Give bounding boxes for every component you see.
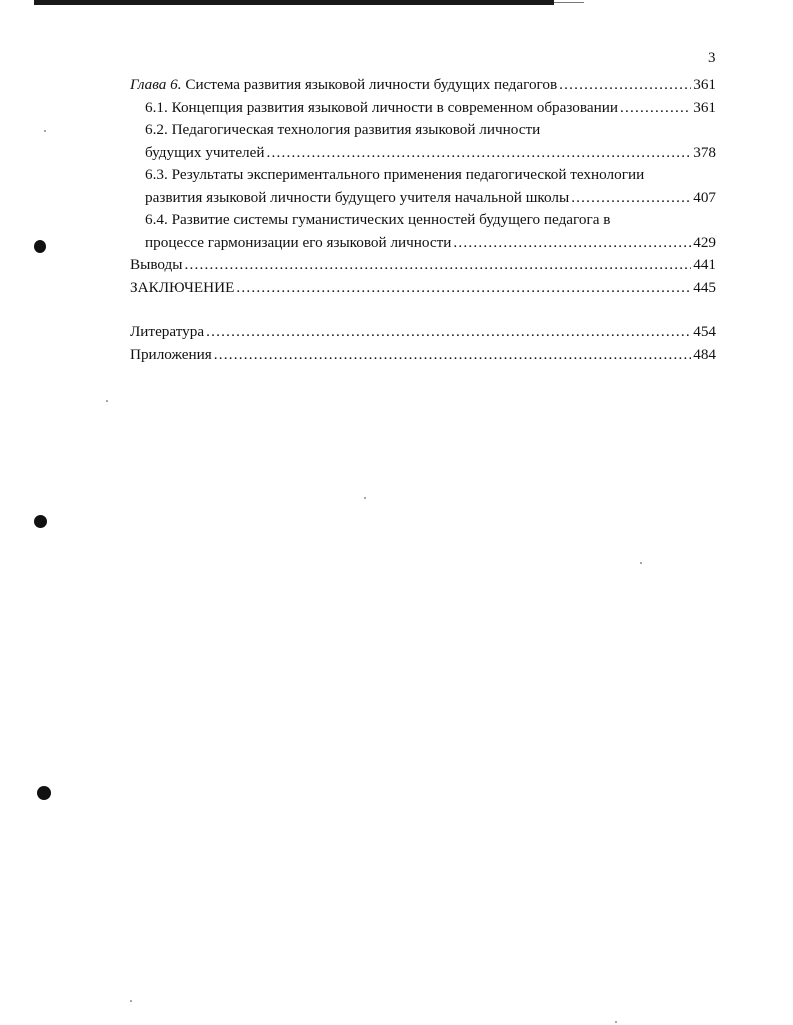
toc-page-number: 429 [693,233,716,251]
scan-speck [615,1021,617,1023]
toc-entry-6-3 [130,187,716,210]
scan-speck [364,497,366,499]
toc-page-number: 454 [693,323,716,340]
toc-page-number: 441 [693,256,716,273]
scan-top-rule [34,0,554,5]
punch-hole-mark-middle [34,515,47,528]
toc-entry-title: ЗАКЛЮЧЕНИЕ [130,278,235,296]
toc-entry-6-4-line1: 6.4. Развитие системы гуманистических ценностей будущего педагога в [145,211,611,228]
toc-page-number: 484 [693,345,716,363]
toc-entry-title: Литература [130,323,205,340]
toc-page-number: 361 [693,98,716,116]
toc-page-number: 445 [693,278,716,296]
toc-entry-6-3-line1: 6.3. Результаты экспериментального применения педагогической технологии [145,166,645,183]
toc-entry-appendices [130,344,716,367]
toc-entry-6-2-line1: 6.2. Педагогическая технология развития языковой личности [145,121,541,138]
toc-entry-chapter-6 [130,74,716,97]
toc-page-number: 361 [693,76,716,93]
toc-entry-6-1 [130,97,716,120]
scan-speck [106,400,108,402]
toc-page-number: 378 [693,143,716,161]
toc-entry-title: Приложения [130,345,212,363]
dot-leader [267,142,692,165]
toc-entry-literature [130,321,716,344]
scan-speck [130,1000,132,1002]
chapter-label: Глава 6. [130,76,182,93]
toc-entry-6-2 [130,142,716,165]
toc-spacer [130,299,716,321]
scan-speck [44,130,46,132]
punch-hole-mark-bottom [37,786,51,800]
toc-entry-title: развития языковой личности будущего учителя начальной школы [145,188,570,206]
dot-leader [214,344,691,367]
dot-leader [571,187,691,210]
page-number: 3 [708,50,716,66]
chapter-title: Система развития языковой личности будущих педагогов [181,76,558,93]
scan-top-rule-tail [554,2,584,3]
scan-speck [640,562,642,564]
toc-entry-title: будущих учителей [145,143,265,161]
dot-leader [185,254,692,277]
dot-leader [453,232,691,255]
toc-entry-conclusions [130,254,716,277]
toc-entry-title: 6.1. Концепция развития языковой личности в современном образовании [145,98,618,116]
toc-page-number: 407 [693,188,716,206]
toc-entry-6-4 [130,232,716,255]
table-of-contents [130,74,716,366]
dot-leader [206,321,691,344]
dot-leader [559,74,691,97]
dot-leader [620,97,691,120]
toc-entry-final [130,277,716,300]
toc-entry-title: Выводы [130,256,183,273]
toc-entry-title [130,74,557,97]
dot-leader [236,277,691,300]
toc-entry-title: процессе гармонизации его языковой личности [145,233,452,251]
punch-hole-mark-top [34,240,46,253]
